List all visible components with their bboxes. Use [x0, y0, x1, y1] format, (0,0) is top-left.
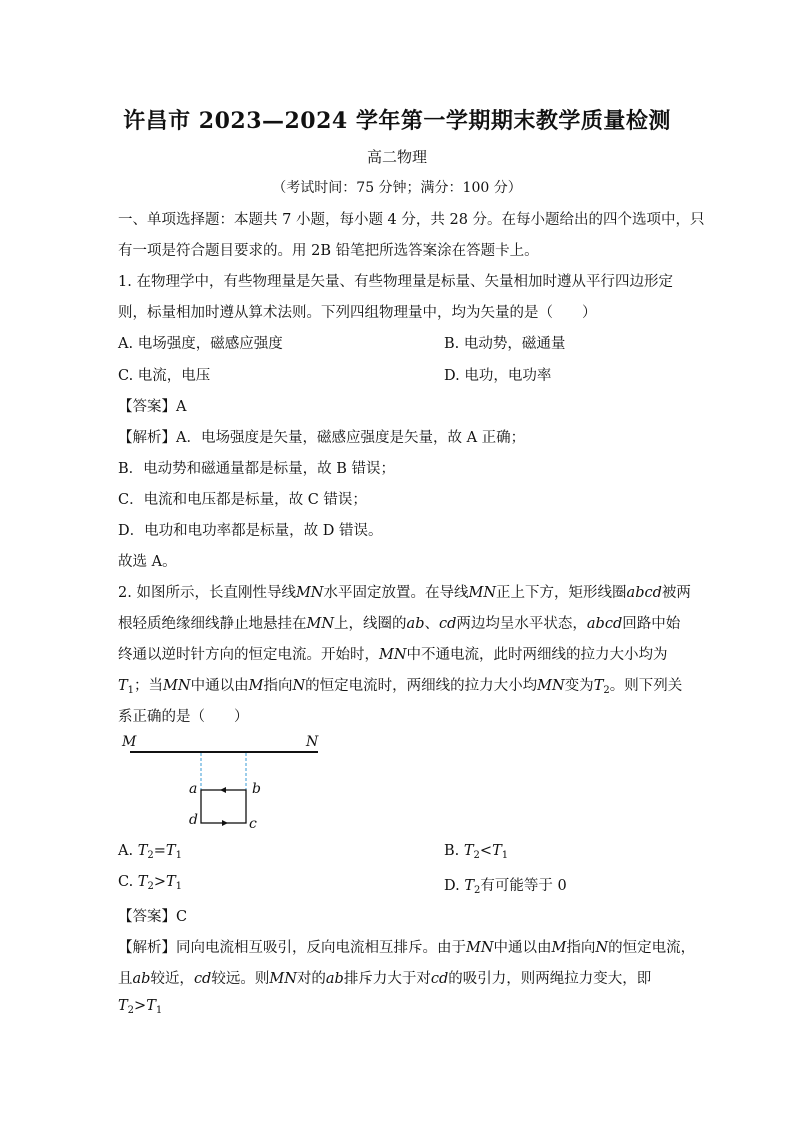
analysis-text: A．电场强度是矢量，磁感应强度是矢量，故 A 正确；	[176, 430, 526, 446]
text: B.	[444, 843, 460, 859]
text: 被两	[661, 585, 691, 601]
label-a: a	[189, 781, 198, 797]
analysis-tag: 【解析】	[118, 430, 176, 446]
text: 上，线圈的	[334, 616, 407, 632]
text: >	[153, 874, 166, 890]
symbol-ab: ab	[406, 616, 425, 632]
text: 、	[424, 616, 439, 632]
text: 对的	[296, 971, 326, 987]
text: 的恒定电流时，两细线的拉力大小均	[305, 678, 538, 694]
text: 同向电流相互吸引，反向电流相互排斥。由于	[176, 940, 466, 956]
symbol-t: T	[118, 678, 128, 694]
text: 的恒定电流，	[608, 940, 696, 956]
label-m: M	[122, 734, 137, 750]
subscript: 1	[127, 685, 135, 696]
subscript: 1	[155, 1005, 163, 1016]
q2-answer	[118, 905, 678, 926]
symbol-mn: MN	[379, 647, 407, 663]
symbol-mn: MN	[269, 971, 297, 987]
q2-stem-line5: 系正确的是（ ）	[118, 709, 249, 725]
text: >	[134, 998, 147, 1014]
text: =	[153, 843, 166, 859]
wire-loop-diagram	[118, 730, 338, 835]
text: C.	[118, 874, 134, 890]
text: 水平固定放置。在导线	[323, 585, 469, 601]
q1-stem-line1: 1. 在物理学中，有些物理量是矢量、有些物理量是标量、矢量相加时遵从平行四边形定	[118, 274, 673, 290]
text: A.	[118, 843, 134, 859]
text: 排斥力大于对	[343, 971, 431, 987]
subscript: 2	[147, 850, 154, 861]
subject-title: 高二物理	[366, 148, 427, 166]
exam-title: 许昌市 2023—2024 学年第一学期期末教学质量检测	[123, 108, 671, 134]
text: 中不通电流，此时两细线的拉力大小均为	[406, 647, 668, 663]
q1-analysis-line2: B．电动势和磁通量都是标量，故 B 错误；	[118, 461, 396, 477]
symbol-mn: MN	[468, 585, 497, 601]
text: 正上下方，矩形线圈	[496, 585, 627, 601]
symbol-abcd: abcd	[586, 616, 623, 632]
q2-option-b	[444, 843, 508, 861]
q2-option-c	[118, 874, 182, 892]
symbol-cd: cd	[438, 616, 457, 632]
text: 两边均呈水平状态，	[456, 616, 587, 632]
coil-abcd	[201, 790, 246, 823]
q2-stem-line3	[118, 643, 678, 664]
symbol-cd: cd	[430, 971, 449, 987]
symbol-t: T	[165, 843, 176, 859]
label-d: d	[189, 812, 198, 828]
symbol-ab: ab	[132, 971, 151, 987]
symbol-t: T	[593, 678, 604, 694]
symbol-mn: MN	[163, 678, 191, 694]
q1-analysis-line3: C．电流和电压都是标量，故 C 错误；	[118, 492, 367, 508]
symbol-t: T	[137, 843, 148, 859]
q1-option-b: B. 电动势，磁通量	[444, 336, 566, 352]
text: 终通以逆时针方向的恒定电流。开始时，	[118, 647, 379, 663]
symbol-cd: cd	[193, 971, 212, 987]
label-n: N	[306, 734, 319, 750]
symbol-ab: ab	[325, 971, 344, 987]
answer-value: A	[176, 399, 187, 415]
subscript: 1	[501, 850, 509, 861]
section-instructions-line1: 一、单项选择题：本题共 7 小题，每小题 4 分，共 28 分。在每小题给出的四个选项中，只	[118, 212, 705, 228]
q2-stem-line4	[118, 674, 683, 696]
q2-analysis-line1	[118, 936, 696, 957]
q2-stem-line1	[118, 581, 691, 602]
symbol-t: T	[137, 874, 148, 890]
text: 中通以由	[190, 678, 249, 694]
q1-analysis-line1	[118, 426, 678, 447]
symbol-mn: MN	[306, 616, 335, 632]
answer-value: C	[176, 909, 188, 925]
symbol-m: M	[248, 678, 264, 694]
text: 中通以由	[493, 940, 552, 956]
text: ；当	[134, 678, 164, 694]
symbol-n: N	[595, 940, 609, 956]
exam-info: （考试时间：75 分钟；满分：100 分）	[272, 180, 522, 196]
symbol-abcd: abcd	[626, 585, 662, 601]
arrow-left-icon	[220, 787, 226, 793]
q1-analysis-line4: D．电功和电功率都是标量，故 D 错误。	[118, 523, 383, 539]
q1-answer	[118, 395, 678, 416]
symbol-t: T	[166, 874, 176, 890]
symbol-mn: MN	[466, 940, 494, 956]
text: 指向	[566, 940, 596, 956]
subscript: 2	[147, 881, 154, 892]
q2-analysis-line2	[118, 967, 678, 988]
q1-conclusion: 故选 A。	[118, 554, 177, 570]
answer-tag: 【答案】	[118, 909, 176, 925]
q1-stem-line2: 则，标量相加时遵从算术法则。下列四组物理量中，均为矢量的是（ ）	[118, 305, 597, 321]
symbol-mn: MN	[537, 678, 565, 694]
arrow-right-icon	[222, 820, 228, 826]
symbol-t: T	[463, 843, 474, 859]
subscript: 1	[175, 850, 182, 861]
symbol-t: T	[464, 878, 474, 894]
symbol-t: T	[492, 843, 502, 859]
subscript: 2	[127, 1005, 135, 1016]
q1-option-a: A. 电场强度，磁感应强度	[118, 336, 283, 352]
text: 的吸引力，则两绳拉力变大，即	[448, 971, 652, 987]
q2-stem-line2	[118, 612, 681, 633]
text: D.	[444, 878, 460, 894]
q1-option-d: D. 电功，电功率	[444, 368, 552, 384]
symbol-m: M	[551, 940, 567, 956]
subscript: 2	[603, 685, 610, 696]
q2-option-d	[444, 874, 567, 896]
symbol-t: T	[146, 998, 156, 1014]
text: 较近，	[150, 971, 194, 987]
text: 。则下列关	[609, 678, 683, 694]
section-instructions-line2: 有一项是符合题目要求的。用 2B 铅笔把所选答案涂在答题卡上。	[118, 243, 539, 259]
text: 有可能等于 0	[480, 878, 567, 894]
q2-option-a	[118, 843, 182, 861]
symbol-n: N	[292, 678, 306, 694]
label-c: c	[249, 816, 257, 832]
text: 较远。则	[211, 971, 270, 987]
q2-analysis-result	[118, 998, 678, 1016]
subscript: 1	[175, 881, 183, 892]
text: 变为	[564, 678, 594, 694]
text: 指向	[263, 678, 293, 694]
symbol-t: T	[118, 998, 128, 1014]
subscript: 2	[473, 850, 480, 861]
text: 2. 如图所示，长直刚性导线	[118, 585, 296, 601]
symbol-mn: MN	[295, 585, 324, 601]
analysis-tag: 【解析】	[118, 940, 176, 956]
text: 根轻质绝缘细线静止地悬挂在	[118, 616, 307, 632]
text: 且	[118, 971, 133, 987]
subscript: 2	[474, 885, 481, 896]
answer-tag: 【答案】	[118, 399, 176, 415]
text: <	[479, 843, 493, 859]
label-b: b	[252, 781, 261, 797]
q1-option-c: C. 电流，电压	[118, 368, 211, 384]
text: 回路中始	[622, 616, 681, 632]
